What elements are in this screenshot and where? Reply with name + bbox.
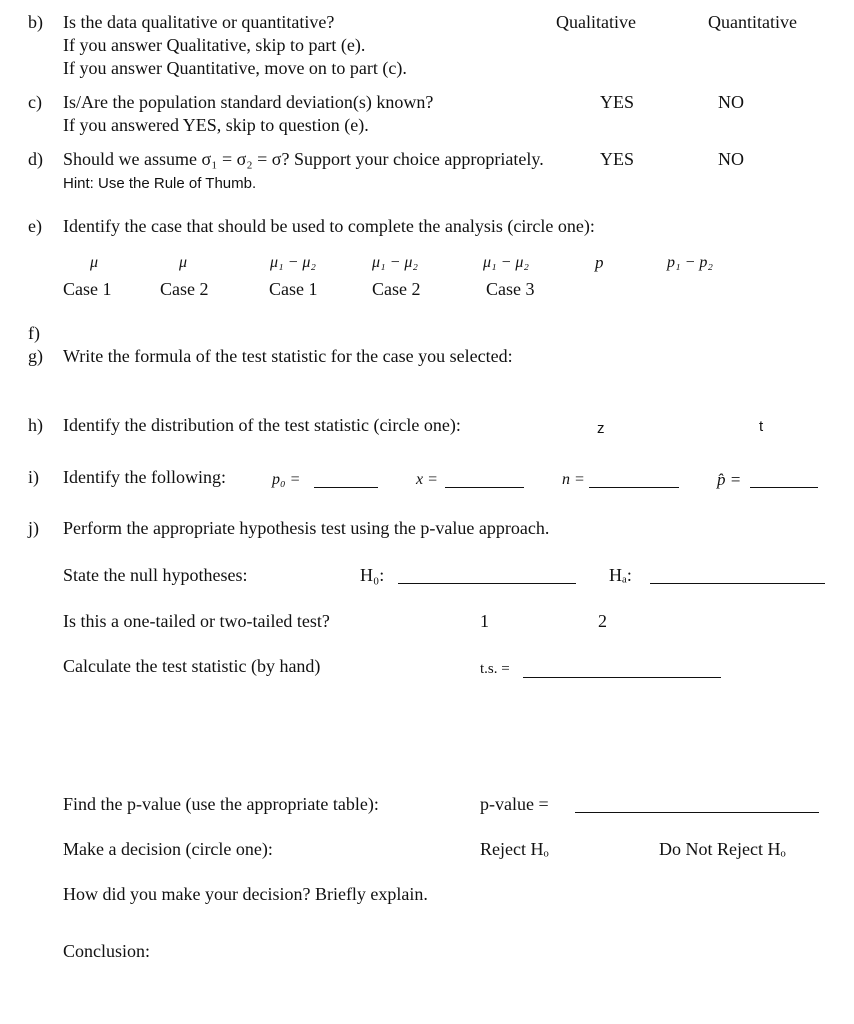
phat-label: p̂ = <box>717 470 742 489</box>
ts-label: t.s. = <box>480 661 510 677</box>
tail-question: Is this a one-tailed or two-tailed test? <box>63 611 330 631</box>
n-label: n = <box>562 471 585 488</box>
label-e: e) <box>28 216 42 236</box>
test-statistic-label: Calculate the test statistic (by hand) <box>63 656 321 676</box>
option-one-tailed[interactable]: 1 <box>480 611 489 631</box>
question-b-line3: If you answer Quantitative, move on to part (c). <box>63 58 407 78</box>
case-label-mu-1[interactable]: Case 1 <box>63 279 112 299</box>
x-label: x = <box>416 471 438 488</box>
case-label-diff-3[interactable]: Case 3 <box>486 279 535 299</box>
label-f: f) <box>28 323 40 343</box>
question-j: Perform the appropriate hypothesis test using the p-value approach. <box>63 518 550 538</box>
p0-blank[interactable] <box>314 487 378 488</box>
option-do-not-reject[interactable]: Do Not Reject Hₒ <box>659 839 786 859</box>
option-quantitative[interactable]: Quantitative <box>708 12 797 32</box>
question-c: Is/Are the population standard deviation(s) known? <box>63 92 434 112</box>
pvalue-instruction: Find the p-value (use the appropriate table): <box>63 794 379 814</box>
option-c-yes[interactable]: YES <box>600 92 635 112</box>
label-b: b) <box>28 12 43 32</box>
p0-label: p₀ = <box>272 471 301 488</box>
question-e: Identify the case that should be used to complete the analysis (circle one): <box>63 216 595 236</box>
n-blank[interactable] <box>589 487 679 488</box>
label-h: h) <box>28 415 43 435</box>
case-symbol-p-diff[interactable]: p₁ − p₂ <box>667 254 713 271</box>
option-d-yes[interactable]: YES <box>600 149 635 169</box>
question-d: Should we assume σ₁ = σ₂ = σ? Support your choice appropriately. <box>63 149 544 169</box>
ha-blank[interactable] <box>650 583 825 584</box>
ts-blank[interactable] <box>523 677 721 678</box>
decision-label: Make a decision (circle one): <box>63 839 273 859</box>
case-symbol-p[interactable]: p <box>595 253 604 272</box>
case-label-mu-2[interactable]: Case 2 <box>160 279 209 299</box>
pvalue-label: p-value = <box>480 794 549 814</box>
case-label-diff-2[interactable]: Case 2 <box>372 279 421 299</box>
label-j: j) <box>28 518 39 538</box>
question-b: Is the data qualitative or quantitative? <box>63 12 335 32</box>
h0-label: H₀: <box>360 565 385 585</box>
label-i: i) <box>28 467 39 487</box>
explain-decision: How did you make your decision? Briefly explain. <box>63 884 428 904</box>
case-symbol-mu-1[interactable]: μ <box>90 254 99 271</box>
option-z[interactable]: z <box>597 420 605 437</box>
question-h: Identify the distribution of the test statistic (circle one): <box>63 415 461 435</box>
pvalue-blank[interactable] <box>575 812 819 813</box>
question-c-line2: If you answered YES, skip to question (e). <box>63 115 369 135</box>
case-symbol-diff-2[interactable]: μ₁ − μ₂ <box>372 254 418 271</box>
conclusion-label: Conclusion: <box>63 941 151 961</box>
label-c: c) <box>28 92 42 112</box>
phat-blank[interactable] <box>750 487 818 488</box>
option-two-tailed[interactable]: 2 <box>598 611 607 631</box>
h0-blank[interactable] <box>398 583 576 584</box>
ha-label: Hₐ: <box>609 565 632 585</box>
question-b-line2: If you answer Qualitative, skip to part (e). <box>63 35 366 55</box>
option-c-no[interactable]: NO <box>718 92 744 112</box>
hint-d: Hint: Use the Rule of Thumb. <box>63 175 257 192</box>
option-qualitative[interactable]: Qualitative <box>556 12 636 32</box>
label-g: g) <box>28 346 43 366</box>
case-label-diff-1[interactable]: Case 1 <box>269 279 318 299</box>
x-blank[interactable] <box>445 487 524 488</box>
case-symbol-diff-3[interactable]: μ₁ − μ₂ <box>483 254 529 271</box>
case-symbol-diff-1[interactable]: μ₁ − μ₂ <box>270 254 316 271</box>
case-symbol-mu-2[interactable]: μ <box>179 254 188 271</box>
option-reject[interactable]: Reject Hₒ <box>480 839 549 859</box>
question-i: Identify the following: <box>63 467 226 487</box>
label-d: d) <box>28 149 43 169</box>
question-g: Write the formula of the test statistic for the case you selected: <box>63 346 513 366</box>
option-t[interactable]: t <box>759 418 764 435</box>
null-hypotheses-label: State the null hypotheses: <box>63 565 248 585</box>
option-d-no[interactable]: NO <box>718 149 744 169</box>
